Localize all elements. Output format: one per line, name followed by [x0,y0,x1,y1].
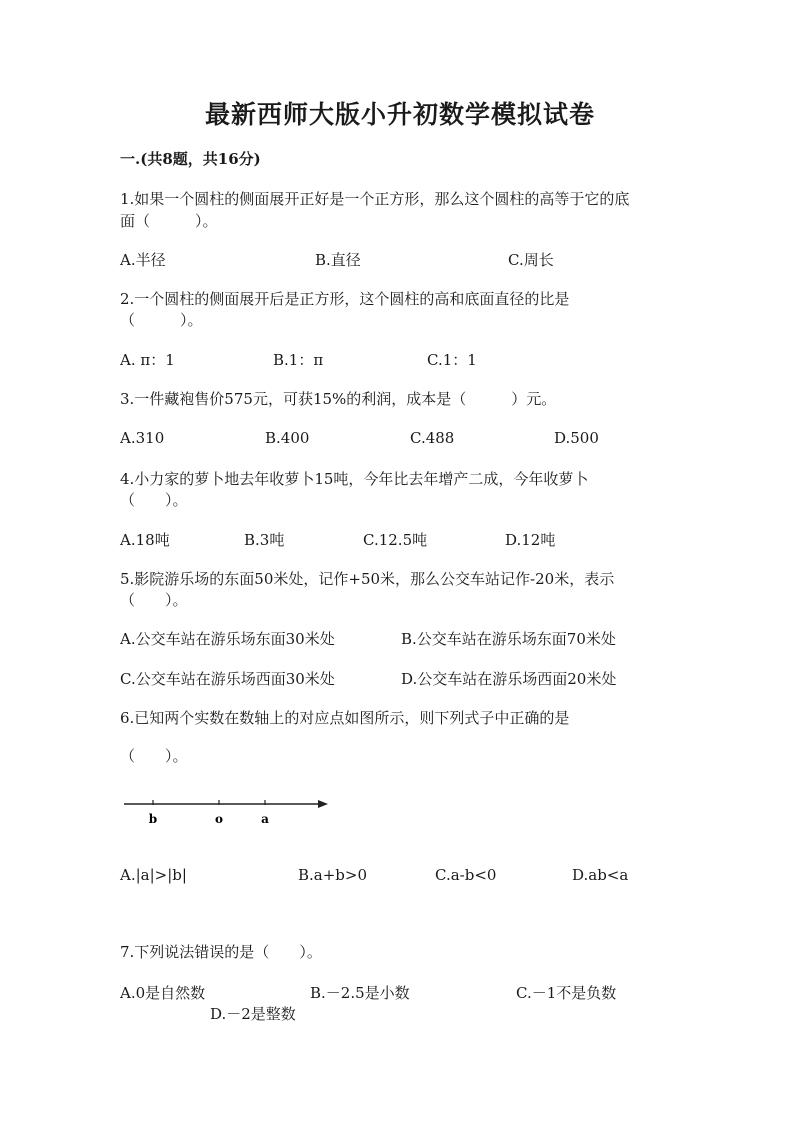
question-4-option-c: C.12.5吨 [363,531,428,549]
question-4-line-2: （ ）。 [120,491,188,509]
question-2-option-b: B.1：π [273,351,324,369]
question-1-line-1: 1.如果一个圆柱的侧面展开正好是一个正方形，那么这个圆柱的高等于它的底 [120,190,630,208]
question-7-option-d: D.－2是整数 [210,1005,296,1023]
question-6-option-d: D.ab<a [572,866,629,884]
number-line-arrow [318,800,328,808]
number-line-figure [118,794,338,828]
question-6-line-2: （ ）。 [120,747,188,765]
question-6-option-b: B.a+b>0 [298,866,368,884]
question-5-line-2: （ ）。 [120,591,188,609]
question-5-option-b: B.公交车站在游乐场东面70米处 [401,630,616,648]
question-4-option-b: B.3吨 [244,531,285,549]
question-6-line-1: 6.已知两个实数在数轴上的对应点如图所示，则下列式子中正确的是 [120,709,570,727]
question-4-option-d: D.12吨 [505,531,556,549]
question-3-option-c: C.488 [410,429,455,447]
label-b: b [148,812,158,826]
question-5-option-d: D.公交车站在游乐场西面20米处 [401,670,617,688]
question-5-option-a: A.公交车站在游乐场东面30米处 [120,630,335,648]
question-3-option-b: B.400 [265,429,310,447]
question-1-option-b: B.直径 [315,251,361,269]
question-2-option-a: A. π：1 [120,351,175,369]
question-3-line-1: 3.一件藏袍售价575元，可获15%的利润，成本是（ ）元。 [120,390,557,408]
question-4-line-1: 4.小力家的萝卜地去年收萝卜15吨，今年比去年增产二成，今年收萝卜 [120,470,589,488]
question-3-option-a: A.310 [120,429,165,447]
question-5-line-1: 5.影院游乐场的东面50米处，记作+50米，那么公交车站记作-20米，表示 [120,570,615,588]
question-2-option-c: C.1：1 [427,351,477,369]
question-7-option-a: A.0是自然数 [120,984,206,1002]
question-6-option-c: C.a-b<0 [435,866,497,884]
question-1-option-a: A.半径 [120,251,166,269]
question-4-option-a: A.18吨 [120,531,170,549]
question-1-option-c: C.周长 [508,251,554,269]
question-7-option-b: B.－2.5是小数 [310,984,410,1002]
page-title: 最新西师大版小升初数学模拟试卷 [204,100,595,129]
label-o: o [214,812,224,826]
question-6-option-a: A.|a|>|b| [120,866,187,884]
question-1-line-2: 面（ ）。 [120,212,218,230]
section-heading: 一.(共8题，共16分) [120,150,261,168]
label-a: a [261,812,269,826]
question-2-line-1: 2.一个圆柱的侧面展开后是正方形，这个圆柱的高和底面直径的比是 [120,290,570,308]
question-7-line-1: 7.下列说法错误的是（ ）。 [120,943,322,961]
question-5-option-c: C.公交车站在游乐场西面30米处 [120,670,335,688]
question-3-option-d: D.500 [554,429,599,447]
question-2-line-2: （ ）。 [120,311,203,329]
question-7-option-c: C.－1不是负数 [516,984,617,1002]
